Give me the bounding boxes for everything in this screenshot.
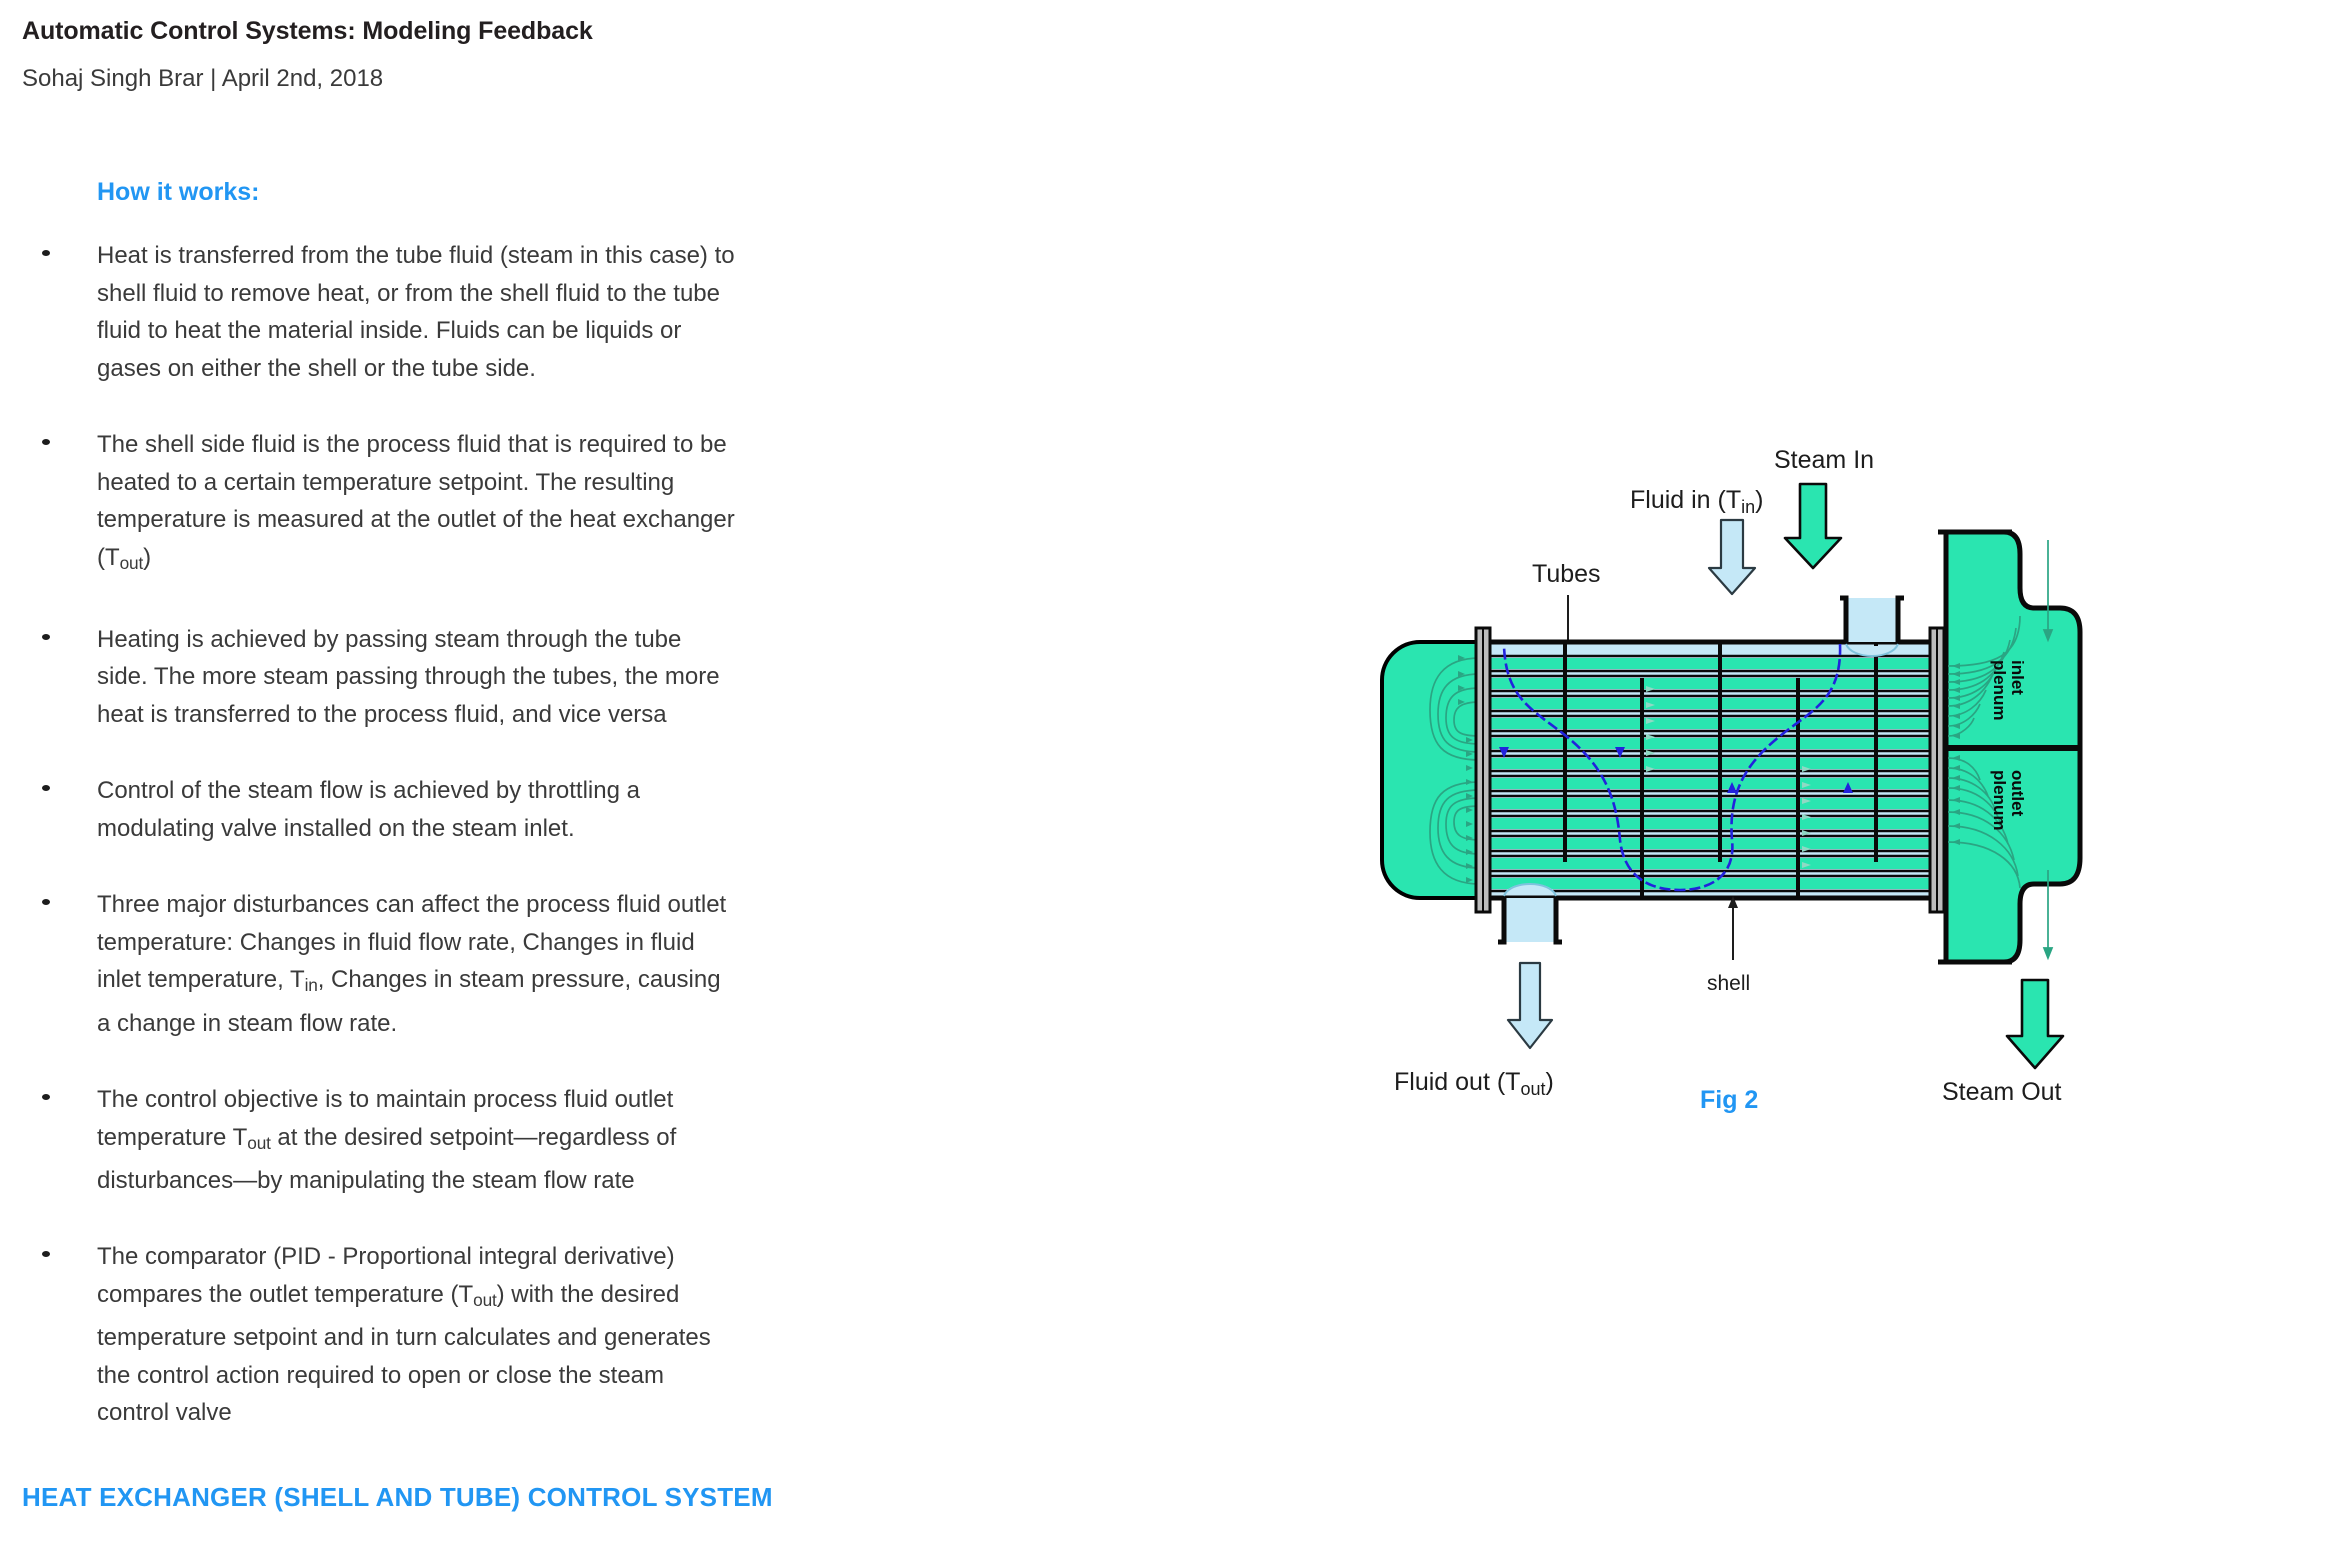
fluid-in-arrow-icon xyxy=(1709,520,1755,594)
left-tubesheet xyxy=(1476,628,1490,912)
bullet-dot-icon xyxy=(42,634,50,640)
fluid-out-label: Fluid out $(T_{out})$ xyxy=(1394,1068,1554,1099)
left-end-cap xyxy=(1382,642,1480,898)
right-plenum-head xyxy=(1946,532,2080,962)
list-item xyxy=(0,1081,1060,1199)
inlet-plenum-label: inlet xyxy=(2008,660,2027,695)
bullet-text: Control of the steam flow is achieved by throttling a modulating valve installed on the steam inlet. xyxy=(97,777,640,842)
heat-exchanger-diagram xyxy=(1380,450,2200,1130)
fluid-out-nozzle xyxy=(1498,884,1562,943)
heat-exchanger-figure xyxy=(1380,450,2200,1130)
shell-label: shell xyxy=(1707,972,1751,995)
bullet-list xyxy=(0,237,1060,1471)
fluid-in-nozzle xyxy=(1840,598,1904,657)
list-item xyxy=(0,237,1060,387)
fluid-out-arrow-icon xyxy=(1508,963,1552,1048)
footer-title: HEAT EXCHANGER (SHELL AND TUBE) CONTROL SYSTEM xyxy=(22,1482,773,1512)
bullet-text: The comparator (PID - Proportional integral derivative) compares the outlet temperature $(T_{out})$ with the desired temperature setpoint and in turn calculates and generates the control action required to open or close the steam control valve xyxy=(97,1243,711,1427)
figure-caption: Fig 2 xyxy=(1700,1086,1759,1114)
bullet-dot-icon xyxy=(42,785,50,791)
bullet-text: The shell side fluid is the process fluid that is required to be heated to a certain temperature setpoint. The resulting temperature is measured at the outlet of the heat exchanger $(T_{out})$ xyxy=(97,431,735,573)
inlet-plenum-label-2: plenum xyxy=(1990,660,2009,721)
subscript: in xyxy=(304,975,318,996)
outlet-plenum-label: outlet xyxy=(2008,770,2027,817)
byline: Sohaj Singh Brar | April 2nd, 2018 xyxy=(22,65,384,92)
bullet-dot-icon xyxy=(42,1251,50,1257)
outlet-plenum-label-2: plenum xyxy=(1990,770,2009,831)
steam-out-arrow-icon xyxy=(2007,980,2063,1068)
bullet-text: Three major disturbances can affect the process fluid outlet temperature: Changes in fluid flow rate, Changes in fluid inlet temperature, $T_{in}$, Changes in steam pressure, causing a change in steam flow rate. xyxy=(97,891,727,1037)
tubes-label: Tubes xyxy=(1532,560,1601,588)
page-title: Automatic Control Systems: Modeling Feedback xyxy=(22,17,593,45)
bullet-text: Heating is achieved by passing steam through the tube side. The more steam passing through the tubes, the more heat is transferred to the process fluid, and vice versa xyxy=(97,625,720,728)
fluid-in-label: Fluid in $(T_{in})$ xyxy=(1630,486,1764,517)
bullet-dot-icon xyxy=(42,899,50,905)
list-item xyxy=(0,886,1060,1042)
subscript: out xyxy=(247,1132,271,1153)
bullet-dot-icon xyxy=(42,250,50,256)
steam-in-label: Steam In xyxy=(1774,450,1875,474)
subscript: out xyxy=(473,1289,497,1310)
shell-pointer-icon xyxy=(1728,896,1738,960)
section-heading: How it works: xyxy=(97,178,260,206)
subscript: out xyxy=(119,552,144,573)
bullet-text: Heat is transferred from the tube fluid (steam in this case) to shell fluid to remove heat, or from the shell fluid to the tube fluid to heat the material inside. Fluids can be liquids or gases on either the shell or the tube side. xyxy=(97,242,735,382)
list-item xyxy=(0,621,1060,734)
exchanger-body xyxy=(1382,532,2080,962)
bullet-dot-icon xyxy=(42,1094,50,1100)
bullet-dot-icon xyxy=(42,439,50,445)
list-item xyxy=(0,426,1060,582)
list-item xyxy=(0,1238,1060,1431)
steam-out-label: Steam Out xyxy=(1942,1078,2062,1106)
right-tubesheet xyxy=(1930,628,1944,912)
list-item xyxy=(0,772,1060,847)
bullet-text: The control objective is to maintain process fluid outlet temperature $T_{out}$ at the desired setpoint—regardless of disturbances—by manipulating the steam flow rate xyxy=(97,1086,677,1194)
steam-in-arrow-icon xyxy=(1785,484,1841,568)
